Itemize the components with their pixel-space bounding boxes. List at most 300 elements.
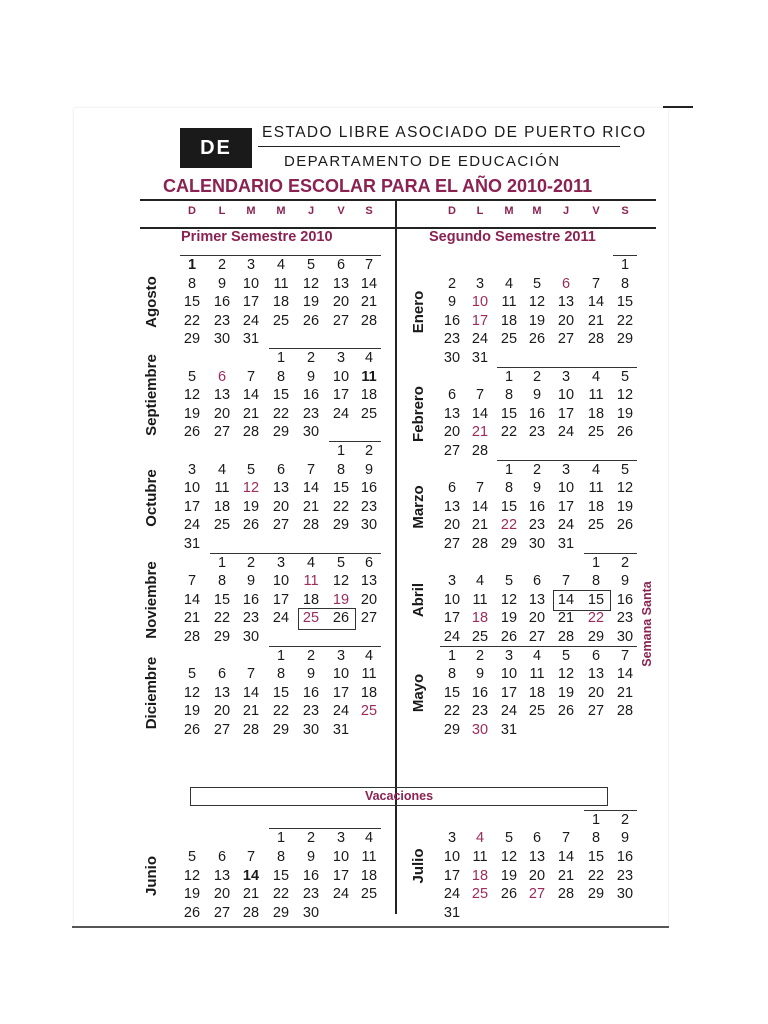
calendar-day: 14 — [471, 405, 489, 422]
calendar-day: 21 — [242, 405, 260, 422]
calendar-day: 23 — [302, 703, 320, 720]
calendar-day: 3 — [504, 647, 514, 664]
calendar-day: 23 — [302, 886, 320, 903]
calendar-day: 3 — [336, 830, 346, 847]
calendar-day: 2 — [246, 554, 256, 571]
calendar-day: 23 — [616, 610, 634, 627]
calendar-day: 18 — [360, 684, 378, 701]
calendar-day: 10 — [242, 275, 260, 292]
holiday-box — [553, 590, 611, 612]
calendar-day: 18 — [500, 312, 518, 329]
calendar-day: 6 — [217, 849, 227, 865]
calendar-day: 16 — [213, 294, 231, 311]
calendar-day: 30 — [302, 722, 320, 738]
calendar-day: 22 — [183, 312, 201, 329]
calendar-day: 26 — [616, 517, 634, 534]
calendar-day: 18 — [213, 498, 231, 515]
weekday-header: M — [276, 205, 286, 217]
calendar-day: 24 — [557, 424, 575, 441]
calendar-day: 1 — [276, 647, 286, 664]
calendar-day: 29 — [500, 536, 518, 552]
calendar-day: 1 — [336, 443, 346, 459]
calendar-day: 15 — [332, 480, 350, 497]
calendar-day: 28 — [242, 904, 260, 921]
calendar-day: 8 — [217, 573, 227, 590]
calendar-day: 19 — [500, 610, 518, 627]
calendar-day: 23 — [616, 867, 634, 884]
calendar-day: 5 — [504, 573, 514, 590]
calendar-day: 10 — [443, 591, 461, 608]
calendar-day: 26 — [528, 331, 546, 348]
calendar-day: 8 — [591, 573, 601, 590]
calendar-day: 4 — [276, 257, 286, 273]
calendar-day: 15 — [183, 294, 201, 311]
calendar-day: 1 — [504, 368, 514, 385]
calendar-day: 19 — [183, 703, 201, 720]
calendar-day: 4 — [306, 554, 316, 571]
calendar-day: 8 — [504, 480, 514, 497]
calendar-day: 23 — [471, 703, 489, 720]
calendar-day: 22 — [272, 405, 290, 422]
calendar-day: 9 — [246, 573, 256, 590]
calendar-day: 8 — [276, 368, 286, 385]
calendar-day: 21 — [557, 867, 575, 884]
calendar-title: CALENDARIO ESCOLAR PARA EL AÑO 2010-2011 — [163, 176, 593, 196]
calendar-day: 29 — [587, 886, 605, 903]
calendar-day: 15 — [272, 684, 290, 701]
calendar-day: 19 — [183, 405, 201, 422]
calendar-day: 5 — [187, 849, 197, 865]
calendar-day: 10 — [443, 849, 461, 865]
calendar-day: 4 — [591, 461, 601, 478]
calendar-day: 23 — [360, 498, 378, 515]
calendar-day: 25 — [360, 703, 378, 720]
calendar-day: 30 — [302, 904, 320, 921]
calendar-day: 9 — [217, 275, 227, 292]
calendar-day: 24 — [500, 703, 518, 720]
month-label: Abril — [410, 582, 427, 617]
calendar-day: 2 — [532, 461, 542, 478]
calendar-day: 29 — [272, 424, 290, 441]
calendar-day: 20 — [528, 610, 546, 627]
calendar-day: 12 — [528, 294, 546, 311]
calendar-day: 7 — [246, 849, 256, 865]
department-logo: DE — [180, 128, 252, 168]
calendar-day: 1 — [591, 811, 601, 828]
calendar-day: 23 — [528, 424, 546, 441]
calendar-day: 8 — [447, 666, 457, 683]
calendar-day: 16 — [616, 591, 634, 608]
calendar-day: 18 — [272, 294, 290, 311]
weekday-header: L — [476, 205, 484, 217]
calendar-day: 16 — [443, 312, 461, 329]
calendar-day: 13 — [528, 849, 546, 865]
weekday-header: J — [307, 205, 315, 217]
calendar-day: 17 — [332, 387, 350, 404]
calendar-day: 22 — [272, 886, 290, 903]
calendar-day: 29 — [587, 629, 605, 645]
calendar-day: 1 — [276, 830, 286, 847]
calendar-day: 15 — [500, 498, 518, 515]
calendar-day: 5 — [187, 368, 197, 385]
calendar-day: 5 — [504, 830, 514, 847]
calendar-day: 19 — [302, 294, 320, 311]
calendar-day: 28 — [242, 722, 260, 738]
calendar-day: 18 — [587, 498, 605, 515]
calendar-day: 25 — [500, 331, 518, 348]
calendar-day: 3 — [475, 275, 485, 292]
calendar-day: 16 — [528, 498, 546, 515]
calendar-day: 6 — [217, 368, 227, 385]
calendar-day: 26 — [332, 610, 350, 627]
calendar-day: 13 — [587, 666, 605, 683]
weekday-header: M — [504, 205, 514, 217]
calendar-day: 9 — [306, 368, 316, 385]
calendar-day: 5 — [336, 554, 346, 571]
calendar-day: 31 — [183, 536, 201, 552]
calendar-day: 22 — [616, 312, 634, 329]
calendar-day: 30 — [443, 350, 461, 366]
calendar-day: 3 — [561, 368, 571, 385]
calendar-day: 13 — [332, 275, 350, 292]
calendar-day: 25 — [528, 703, 546, 720]
calendar-day: 3 — [246, 257, 256, 273]
calendar-day: 21 — [471, 517, 489, 534]
weekday-header: M — [246, 205, 256, 217]
calendar-day: 16 — [302, 684, 320, 701]
calendar-day: 25 — [213, 517, 231, 534]
calendar-day: 8 — [336, 461, 346, 478]
calendar-day: 9 — [532, 480, 542, 497]
calendar-day: 2 — [475, 647, 485, 664]
calendar-day: 12 — [557, 666, 575, 683]
calendar-day: 12 — [500, 591, 518, 608]
bottom-edge-line — [72, 926, 669, 928]
calendar-day: 10 — [332, 666, 350, 683]
calendar-day: 26 — [302, 312, 320, 329]
calendar-day: 8 — [504, 387, 514, 404]
week-rule — [269, 646, 381, 647]
calendar-day: 11 — [472, 849, 488, 865]
calendar-day: 7 — [591, 275, 601, 292]
calendar-day: 9 — [306, 666, 316, 683]
calendar-day: 21 — [183, 610, 201, 627]
weekday-header: D — [188, 205, 196, 217]
weekday-header: J — [562, 205, 570, 217]
calendar-day: 11 — [588, 480, 604, 497]
calendar-day: 6 — [447, 480, 457, 497]
calendar-day: 25 — [471, 886, 489, 903]
calendar-day: 11 — [588, 387, 604, 404]
calendar-day: 28 — [183, 629, 201, 645]
calendar-day: 15 — [587, 849, 605, 865]
calendar-day: 16 — [242, 591, 260, 608]
calendar-day: 27 — [332, 312, 350, 329]
calendar-day: 7 — [620, 647, 630, 664]
calendar-day: 17 — [500, 684, 518, 701]
calendar-day: 4 — [364, 830, 374, 847]
calendar-day: 23 — [213, 312, 231, 329]
calendar-day: 20 — [557, 312, 575, 329]
calendar-day: 3 — [336, 647, 346, 664]
week-rule — [269, 828, 381, 829]
month-label: Julio — [410, 848, 427, 884]
calendar-day: 7 — [364, 257, 374, 273]
calendar-day: 28 — [302, 517, 320, 534]
calendar-day: 27 — [360, 610, 378, 627]
calendar-day: 18 — [360, 387, 378, 404]
calendar-day: 12 — [616, 387, 634, 404]
calendar-day: 20 — [443, 424, 461, 441]
calendar-day: 1 — [447, 647, 457, 664]
calendar-day: 27 — [443, 536, 461, 552]
calendar-day: 11 — [214, 480, 230, 497]
calendar-day: 3 — [276, 554, 286, 571]
calendar-day: 12 — [332, 573, 350, 590]
calendar-day: 12 — [183, 387, 201, 404]
calendar-day: 22 — [500, 517, 518, 534]
calendar-day: 30 — [616, 629, 634, 645]
calendar-day: 28 — [616, 703, 634, 720]
calendar-day: 20 — [528, 867, 546, 884]
weekday-header: M — [532, 205, 542, 217]
calendar-day: 24 — [557, 517, 575, 534]
calendar-day: 6 — [364, 554, 374, 571]
calendar-day: 7 — [246, 368, 256, 385]
calendar-day: 9 — [620, 830, 630, 847]
calendar-day: 28 — [557, 629, 575, 645]
calendar-day: 8 — [276, 849, 286, 865]
calendar-day: 17 — [183, 498, 201, 515]
calendar-day: 10 — [332, 849, 350, 865]
calendar-day: 12 — [242, 480, 260, 497]
calendar-day: 3 — [561, 461, 571, 478]
calendar-day: 16 — [302, 867, 320, 884]
calendar-day: 5 — [532, 275, 542, 292]
calendar-day: 29 — [272, 722, 290, 738]
calendar-day: 14 — [302, 480, 320, 497]
calendar-day: 25 — [587, 424, 605, 441]
calendar-day: 27 — [272, 517, 290, 534]
calendar-day: 21 — [471, 424, 489, 441]
calendar-day: 30 — [616, 886, 634, 903]
calendar-day: 5 — [620, 461, 630, 478]
calendar-day: 14 — [242, 387, 260, 404]
month-label: Septiembre — [143, 354, 160, 437]
calendar-day: 19 — [528, 312, 546, 329]
calendar-day: 31 — [471, 350, 489, 366]
calendar-day: 7 — [561, 573, 571, 590]
calendar-day: 19 — [557, 684, 575, 701]
week-rule — [497, 460, 637, 461]
calendar-day: 27 — [213, 722, 231, 738]
calendar-day: 8 — [187, 275, 197, 292]
calendar-day: 22 — [272, 703, 290, 720]
calendar-day: 2 — [532, 368, 542, 385]
calendar-day: 7 — [561, 830, 571, 847]
calendar-day: 4 — [475, 830, 485, 847]
calendar-day: 3 — [447, 830, 457, 847]
calendar-day: 14 — [242, 867, 260, 884]
calendar-day: 27 — [528, 886, 546, 903]
calendar-day: 24 — [242, 312, 260, 329]
month-label: Enero — [410, 290, 427, 333]
calendar-day: 14 — [242, 684, 260, 701]
calendar-day: 17 — [272, 591, 290, 608]
calendar-day: 21 — [242, 886, 260, 903]
week-rule — [329, 441, 381, 442]
calendar-day: 31 — [443, 904, 461, 921]
month-label: Diciembre — [143, 656, 160, 730]
calendar-day: 26 — [500, 886, 518, 903]
calendar-day: 20 — [332, 294, 350, 311]
calendar-day: 11 — [303, 573, 319, 590]
calendar-day: 8 — [276, 666, 286, 683]
calendar-day: 9 — [532, 387, 542, 404]
calendar-day: 17 — [242, 294, 260, 311]
calendar-day: 26 — [242, 517, 260, 534]
calendar-day: 2 — [217, 257, 227, 273]
calendar-day: 3 — [447, 573, 457, 590]
calendar-day: 8 — [620, 275, 630, 292]
calendar-day: 6 — [532, 573, 542, 590]
weekday-header: V — [592, 205, 600, 217]
calendar-day: 24 — [332, 703, 350, 720]
calendar-day: 28 — [471, 443, 489, 459]
calendar-day: 30 — [471, 722, 489, 738]
header-line-2: DEPARTAMENTO DE EDUCACIÓN — [284, 153, 561, 170]
calendar-day: 4 — [217, 461, 227, 478]
calendar-day: 13 — [528, 591, 546, 608]
calendar-day: 26 — [616, 424, 634, 441]
calendar-day: 27 — [213, 904, 231, 921]
calendar-day: 19 — [616, 405, 634, 422]
weekday-header: S — [621, 205, 629, 217]
calendar-day: 10 — [500, 666, 518, 683]
calendar-day: 10 — [557, 387, 575, 404]
calendar-day: 9 — [306, 849, 316, 865]
header-divider — [258, 146, 620, 147]
calendar-day: 7 — [306, 461, 316, 478]
calendar-day: 1 — [276, 350, 286, 366]
calendar-day: 21 — [242, 703, 260, 720]
calendar-day: 27 — [528, 629, 546, 645]
calendar-day: 30 — [302, 424, 320, 441]
calendar-day: 27 — [443, 443, 461, 459]
calendar-day: 21 — [557, 610, 575, 627]
calendar-day: 30 — [528, 536, 546, 552]
calendar-day: 10 — [557, 480, 575, 497]
calendar-day: 3 — [336, 350, 346, 366]
calendar-day: 6 — [276, 461, 286, 478]
calendar-day: 25 — [360, 405, 378, 422]
calendar-day: 2 — [620, 554, 630, 571]
calendar-day: 18 — [302, 591, 320, 608]
calendar-day: 1 — [187, 257, 197, 273]
week-rule — [584, 810, 637, 811]
calendar-day: 13 — [213, 387, 231, 404]
calendar-day: 1 — [217, 554, 227, 571]
calendar-day: 13 — [443, 498, 461, 515]
calendar-day: 6 — [336, 257, 346, 273]
calendar-day: 8 — [591, 830, 601, 847]
calendar-day: 11 — [529, 666, 545, 683]
week-rule — [440, 646, 637, 647]
calendar-day: 28 — [471, 536, 489, 552]
calendar-day: 16 — [616, 849, 634, 865]
semester-1-title: Primer Semestre 2010 — [181, 229, 333, 245]
calendar-day: 5 — [561, 647, 571, 664]
calendar-day: 22 — [332, 498, 350, 515]
vacaciones-banner: Vacaciones — [190, 787, 608, 806]
calendar-day: 19 — [242, 498, 260, 515]
calendar-day: 9 — [475, 666, 485, 683]
calendar-day: 1 — [591, 554, 601, 571]
calendar-day: 7 — [475, 387, 485, 404]
calendar-day: 9 — [364, 461, 374, 478]
calendar-day: 14 — [557, 849, 575, 865]
calendar-day: 19 — [616, 498, 634, 515]
calendar-day: 4 — [364, 350, 374, 366]
calendar-day: 6 — [217, 666, 227, 683]
calendar-day: 12 — [183, 684, 201, 701]
calendar-day: 14 — [587, 294, 605, 311]
calendar-day: 30 — [213, 331, 231, 348]
weekday-header: L — [218, 205, 226, 217]
calendar-day: 28 — [360, 312, 378, 329]
calendar-day: 20 — [443, 517, 461, 534]
calendar-day: 29 — [272, 904, 290, 921]
calendar-day: 13 — [443, 405, 461, 422]
calendar-day: 17 — [443, 610, 461, 627]
calendar-day: 19 — [183, 886, 201, 903]
calendar-day: 20 — [272, 498, 290, 515]
calendar-day: 1 — [504, 461, 514, 478]
calendar-day: 5 — [246, 461, 256, 478]
week-rule — [584, 553, 637, 554]
calendar-day: 13 — [213, 867, 231, 884]
calendar-day: 4 — [591, 368, 601, 385]
calendar-day: 20 — [213, 703, 231, 720]
calendar-day: 15 — [213, 591, 231, 608]
week-rule — [497, 367, 637, 368]
calendar-day: 22 — [587, 610, 605, 627]
calendar-day: 29 — [183, 331, 201, 348]
week-rule — [210, 553, 381, 554]
calendar-day: 2 — [306, 350, 316, 366]
calendar-day: 17 — [557, 405, 575, 422]
calendar-day: 31 — [242, 331, 260, 348]
calendar-day: 10 — [183, 480, 201, 497]
calendar-day: 26 — [500, 629, 518, 645]
title-divider — [140, 199, 656, 201]
calendar-day: 27 — [213, 424, 231, 441]
calendar-day: 20 — [587, 684, 605, 701]
calendar-day: 19 — [332, 591, 350, 608]
calendar-day: 5 — [620, 368, 630, 385]
calendar-day: 21 — [616, 684, 634, 701]
calendar-day: 10 — [471, 294, 489, 311]
calendar-day: 29 — [332, 517, 350, 534]
calendar-day: 27 — [587, 703, 605, 720]
calendar-day: 21 — [302, 498, 320, 515]
calendar-day: 2 — [447, 275, 457, 292]
calendar-day: 23 — [528, 517, 546, 534]
calendar-day: 14 — [616, 666, 634, 683]
calendar-day: 14 — [471, 498, 489, 515]
month-label: Febrero — [410, 385, 427, 442]
calendar-day: 13 — [360, 573, 378, 590]
